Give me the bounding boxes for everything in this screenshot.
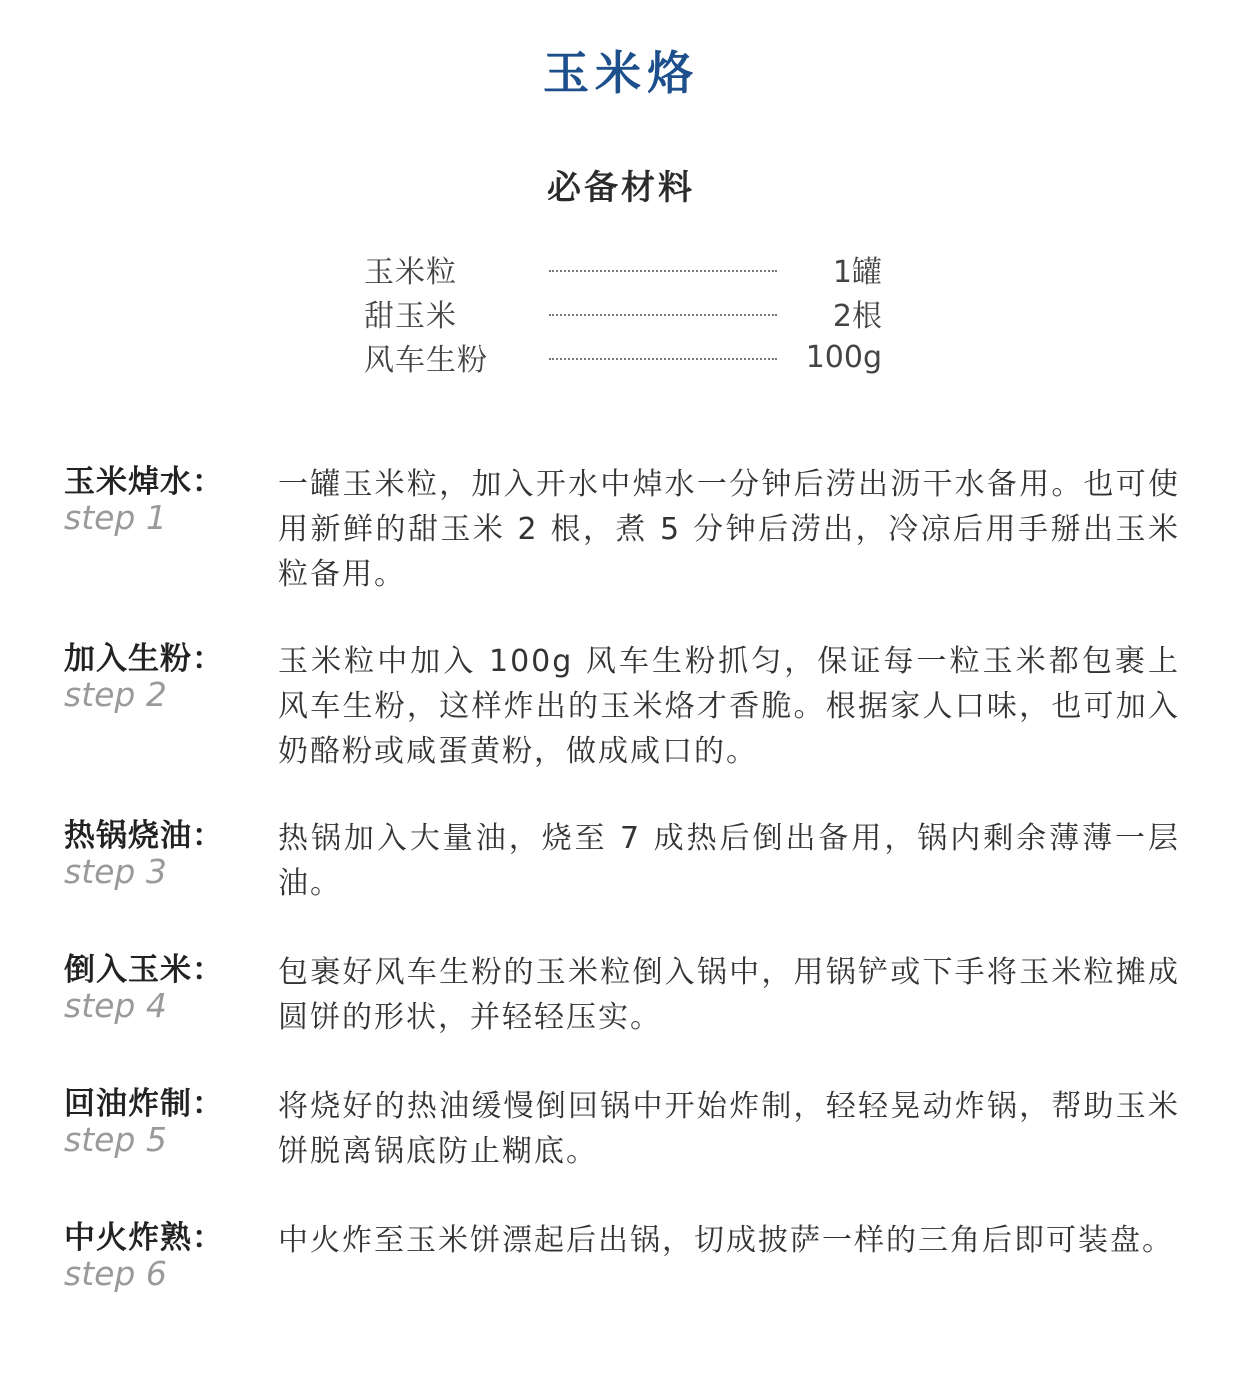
ingredients-list bbox=[364, 247, 882, 379]
step-label bbox=[64, 816, 264, 891]
ingredient-row bbox=[364, 247, 882, 291]
ingredients-heading: 必备材料 bbox=[547, 168, 695, 208]
step-colon: ： bbox=[192, 641, 224, 677]
step-label bbox=[64, 639, 264, 714]
step-number: step 3 bbox=[64, 852, 167, 891]
ingredient-quantity: 1罐 bbox=[832, 255, 882, 290]
step-label bbox=[64, 1084, 264, 1159]
step-description: 热锅加入大量油，烧至 7 成热后倒出备用，锅内剩余薄薄一层油。 bbox=[278, 821, 1180, 901]
step-title bbox=[64, 1084, 264, 1124]
step-title-text: 玉米焯水 bbox=[64, 464, 192, 500]
step-colon: ： bbox=[192, 818, 224, 854]
step-title bbox=[64, 462, 264, 502]
step-colon: ： bbox=[192, 464, 224, 500]
step-number: step 6 bbox=[64, 1254, 167, 1293]
step-description: 中火炸至玉米饼漂起后出锅，切成披萨一样的三角后即可装盘。 bbox=[278, 1223, 1174, 1258]
ingredient-row bbox=[364, 335, 882, 379]
recipe-title: 玉米烙 bbox=[543, 46, 699, 100]
step-title-text: 热锅烧油 bbox=[64, 818, 192, 854]
step-colon: ： bbox=[192, 1086, 224, 1122]
step-colon: ： bbox=[192, 952, 224, 988]
step-label bbox=[64, 950, 264, 1025]
step-description: 玉米粒中加入 100g 风车生粉抓匀，保证每一粒玉米都包裹上风车生粉，这样炸出的玉米烙才香脆。根据家人口味，也可加入奶酪粉或咸蛋黄粉，做成咸口的。 bbox=[278, 644, 1180, 769]
step-description: 将烧好的热油缓慢倒回锅中开始炸制，轻轻晃动炸锅，帮助玉米饼脱离锅底防止糊底。 bbox=[278, 1089, 1180, 1169]
step-colon: ： bbox=[192, 1220, 224, 1256]
step-title bbox=[64, 1218, 264, 1258]
step-label bbox=[64, 462, 264, 537]
step-number: step 4 bbox=[64, 986, 167, 1025]
step-title-text: 加入生粉 bbox=[64, 641, 192, 677]
ingredient-row bbox=[364, 291, 882, 335]
step-title bbox=[64, 639, 264, 679]
dotted-leader bbox=[549, 358, 777, 360]
ingredient-quantity: 100g bbox=[805, 339, 882, 375]
step-number: step 2 bbox=[64, 675, 167, 714]
ingredient-quantity: 2根 bbox=[832, 299, 882, 334]
step-description: 一罐玉米粒，加入开水中焯水一分钟后涝出沥干水备用。也可使用新鲜的甜玉米 2 根，煮 5 分钟后涝出，冷凉后用手掰出玉米粒备用。 bbox=[278, 467, 1180, 592]
ingredient-name: 甜玉米 bbox=[364, 299, 457, 334]
step-title-text: 中火炸熟 bbox=[64, 1220, 192, 1256]
ingredient-name: 风车生粉 bbox=[364, 343, 488, 378]
step-number: step 5 bbox=[64, 1120, 167, 1159]
step-label bbox=[64, 1218, 264, 1293]
step-description: 包裹好风车生粉的玉米粒倒入锅中，用锅铲或下手将玉米粒摊成圆饼的形状，并轻轻压实。 bbox=[278, 955, 1180, 1035]
step-number: step 1 bbox=[64, 498, 167, 537]
step-title-text: 倒入玉米 bbox=[64, 952, 192, 988]
step-title bbox=[64, 816, 264, 856]
ingredient-name: 玉米粒 bbox=[364, 255, 457, 290]
step-title-text: 回油炸制 bbox=[64, 1086, 192, 1122]
dotted-leader bbox=[549, 270, 777, 272]
dotted-leader bbox=[549, 314, 777, 316]
step-title bbox=[64, 950, 264, 990]
